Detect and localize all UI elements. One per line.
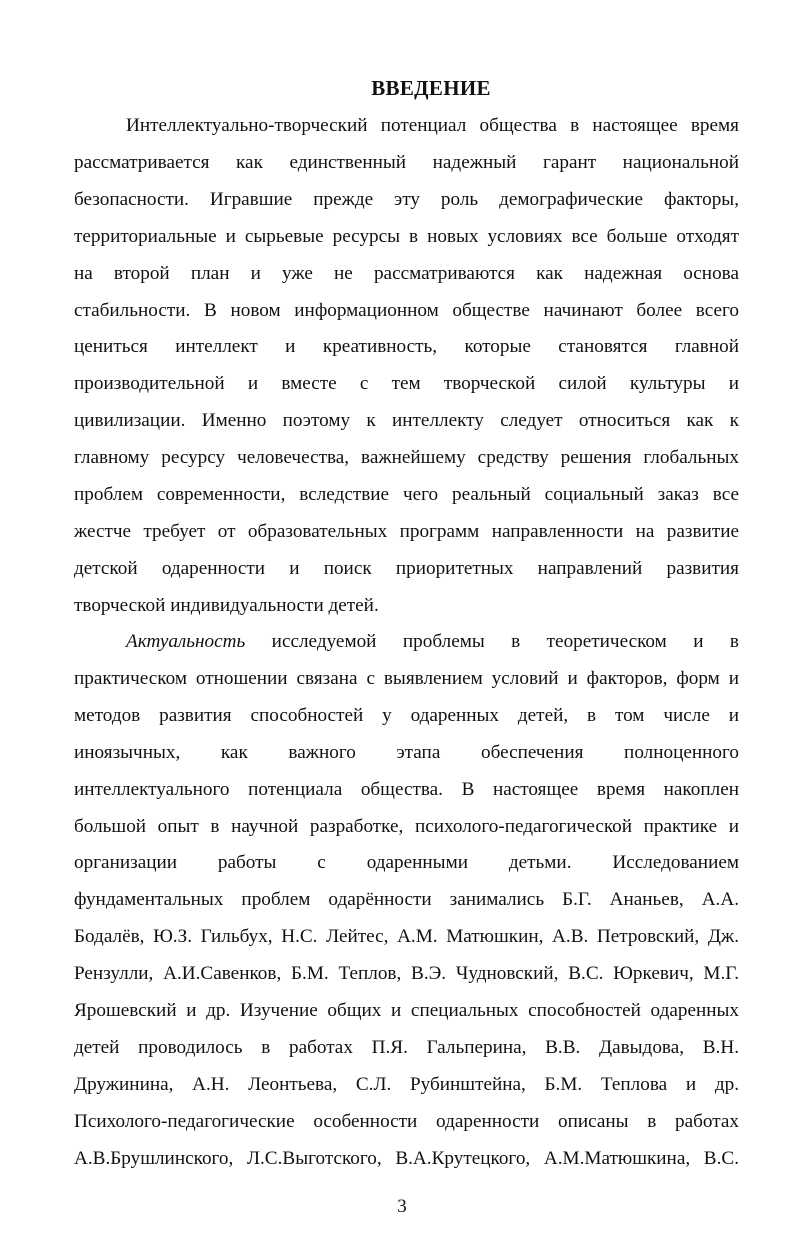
term-emphasis: Актуальность [126, 631, 246, 652]
text-line: методов развития способностей у одаренных детей, в том числе и [74, 704, 739, 726]
text-line: цивилизации. Именно поэтому к интеллекту следует относиться как к [74, 410, 739, 432]
text-line: производительной и вместе с тем творческой силой культуры и [74, 373, 739, 395]
text-line: интеллектуального потенциала общества. В настоящее время накоплен [74, 778, 739, 800]
text-line: территориальные и сырьевые ресурсы в новых условиях все больше отходят [74, 225, 739, 247]
text-line [74, 624, 739, 661]
page-number: 3 [397, 1196, 407, 1217]
text-line: Ярошевский и др. Изучение общих и специальных способностей одаренных [74, 1000, 739, 1022]
text-line: А.В.Брушлинского, Л.С.Выготского, В.А.Крутецкого, А.М.Матюшкина, В.С. [74, 1147, 739, 1169]
text-line: стабильности. В новом информационном обществе начинают более всего [74, 299, 739, 321]
text-line: на второй план и уже не рассматриваются как надежная основа [74, 262, 739, 284]
text-line: детей проводилось в работах П.Я. Гальперина, В.В. Давыдова, В.Н. [74, 1036, 739, 1058]
text-line: творческой индивидуальности детей. [74, 594, 379, 616]
text-line: практическом отношении связана с выявлением условий и факторов, форм и [74, 667, 739, 689]
text-line: цениться интеллект и креативность, которые становятся главной [74, 336, 739, 358]
text-line: жестче требует от образовательных программ направленности на развитие [74, 520, 739, 542]
text-line: безопасности. Игравшие прежде эту роль демографические факторы, [74, 188, 739, 210]
text-line: Психолого-педагогические особенности одаренности описаны в работах [74, 1110, 739, 1132]
text-line: фундаментальных проблем одарённости занимались Б.Г. Ананьев, А.А. [74, 889, 739, 911]
text-line: детской одаренности и поиск приоритетных направлений развития [74, 557, 739, 579]
text-line: рассматривается как единственный надежный гарант национальной [74, 151, 739, 173]
text-line: главному ресурсу человечества, важнейшему средству решения глобальных [74, 447, 739, 469]
section-title: ВВЕДЕНИЕ [371, 76, 491, 100]
text-line: Бодалёв, Ю.З. Гильбух, Н.С. Лейтес, А.М. Матюшкин, А.В. Петровский, Дж. [74, 926, 739, 948]
text-line: Рензулли, А.И.Савенков, Б.М. Теплов, В.Э. Чудновский, В.С. Юркевич, М.Г. [74, 963, 739, 985]
text-line: Интеллектуально-творческий потенциал общества в настоящее время [126, 115, 739, 136]
text-line: организации работы с одаренными детьми. Исследованием [74, 852, 739, 874]
text-line: Дружинина, А.Н. Леонтьева, С.Л. Рубинштейна, Б.М. Теплова и др. [74, 1073, 739, 1095]
text-segment: исследуемой проблемы в теоретическом и в [245, 631, 739, 652]
text-line: иноязычных, как важного этапа обеспечения полноценного [74, 741, 739, 763]
text-line: проблем современности, вследствие чего реальный социальный заказ все [74, 484, 739, 506]
text-line: большой опыт в научной разработке, психолого-педагогической практике и [74, 815, 739, 837]
paragraph-1 [74, 108, 739, 625]
paragraph-2 [74, 624, 739, 1178]
